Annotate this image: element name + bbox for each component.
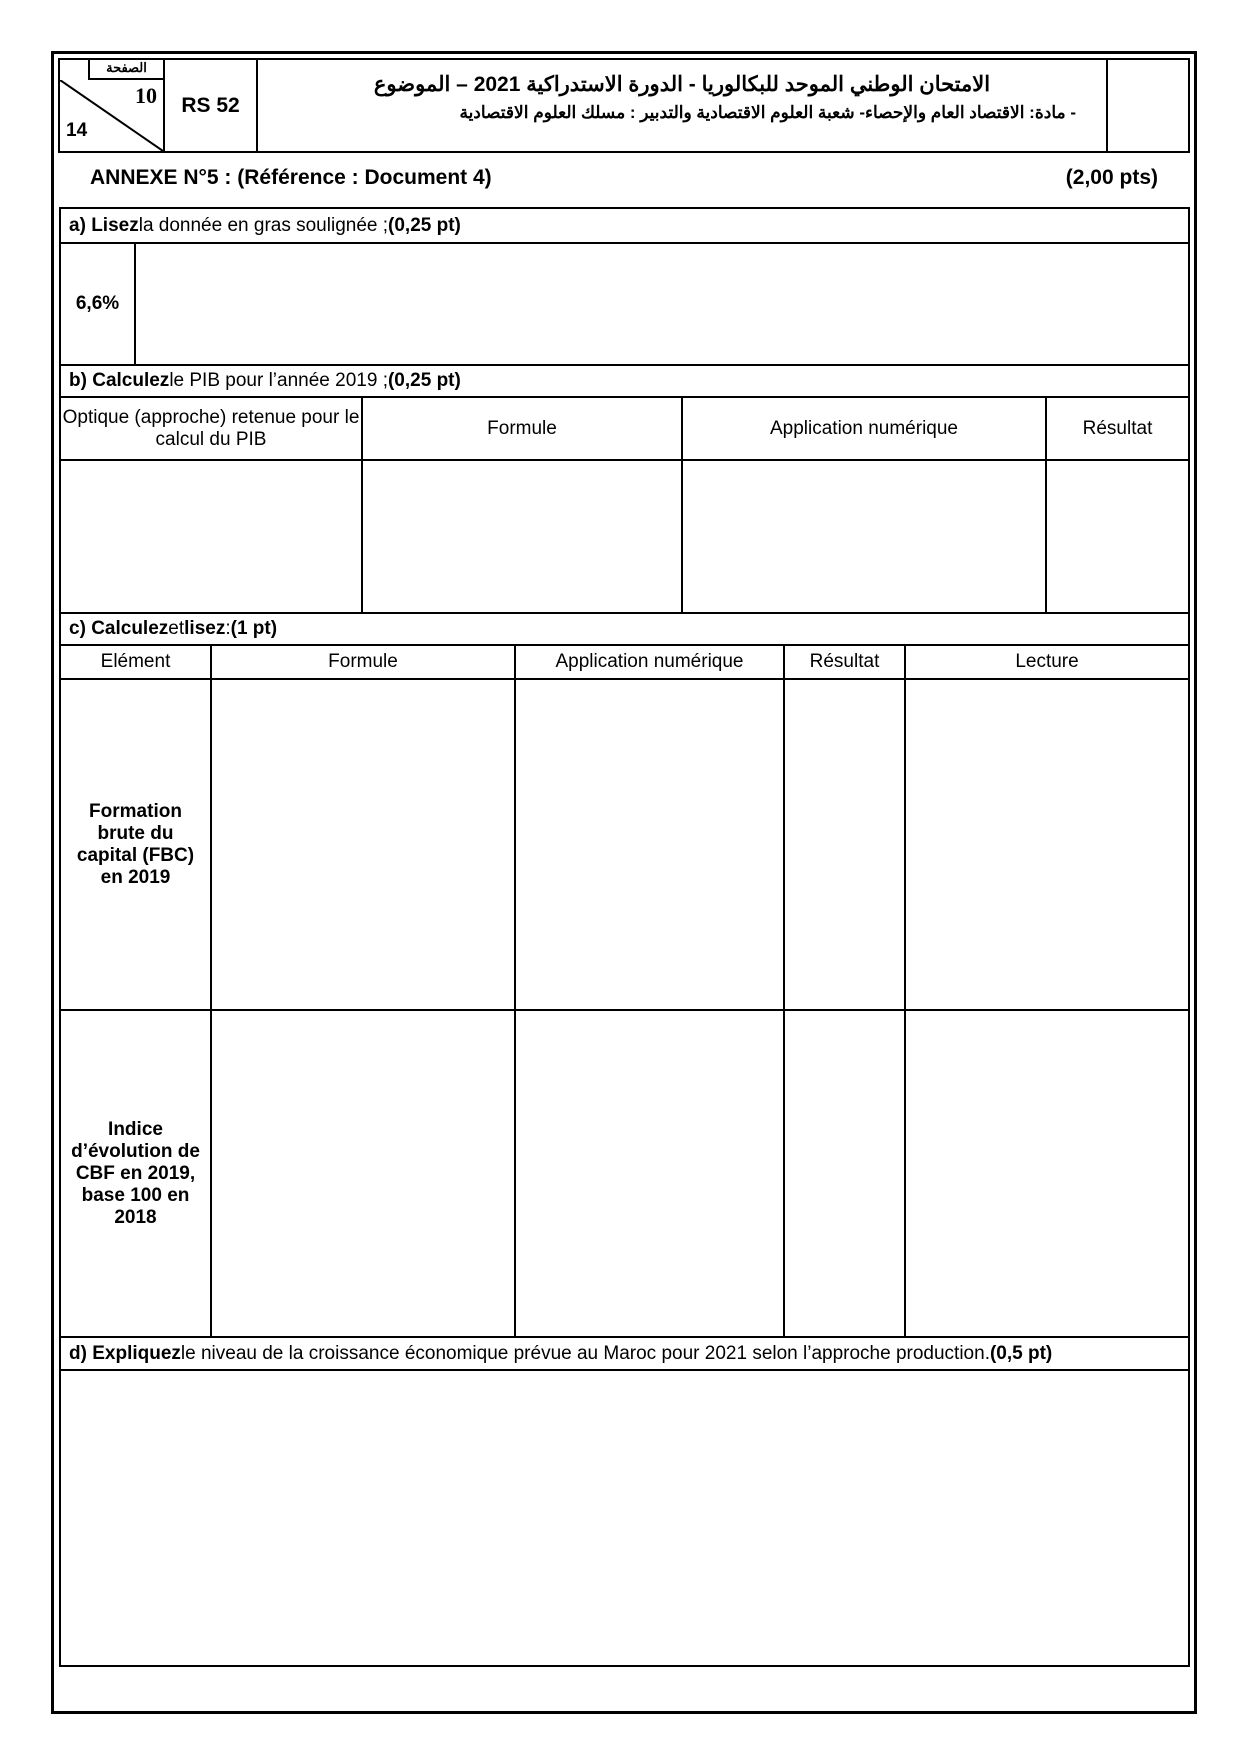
header-lecture: Lecture: [1015, 651, 1079, 672]
header-resultat: Résultat: [785, 646, 906, 678]
title-line-2: - مادة: الاقتصاد العام والإحصاء- شعبة العلوم الاقتصادية والتدبير : مسلك العلوم الاقتصادية: [459, 103, 1076, 122]
page-number: 10: [135, 83, 157, 108]
answer-fbc-resultat[interactable]: [785, 680, 906, 1009]
header-application: Application numérique: [516, 646, 785, 678]
question-a: a) Lisez la donnée en gras soulignée ; (0,25 pt): [69, 214, 461, 236]
question-d: d) Expliquez le niveau de la croissance économique prévue au Maroc pour 2021 selon l’approche production. (0,5 pt): [69, 1342, 1053, 1364]
page-cell: [60, 60, 165, 151]
annexe-title: ANNEXE N°5 : (Référence : Document 4): [90, 166, 492, 189]
answer-d-field[interactable]: [61, 1371, 1188, 1665]
title-line-1: الامتحان الوطني الموحد للبكالوريا - الدورة الاستدراكية 2021 – الموضوع: [373, 73, 991, 96]
subject-code: RS 52: [165, 60, 258, 151]
answer-b-optique[interactable]: [61, 461, 363, 612]
page-label: الصفحة: [88, 60, 163, 80]
question-b: b) Calculez le PIB pour l’année 2019 ; (0,25 pt): [69, 370, 461, 391]
header-optique: Optique (approche) retenue pour le calcul du PIB: [61, 398, 363, 459]
annexe-frame: [59, 207, 1190, 1667]
answer-a-value: 6,6%: [61, 244, 136, 364]
answer-b-formule[interactable]: [363, 461, 683, 612]
table-c: [61, 646, 1188, 1336]
row-fbc-label: Formation brute du capital (FBC) en 2019: [61, 680, 212, 1009]
table-b: [61, 398, 1188, 612]
answer-indice-formule[interactable]: [212, 1011, 516, 1336]
annexe-points: (2,00 pts): [1065, 166, 1158, 189]
answer-indice-resultat[interactable]: [785, 1011, 906, 1336]
header-formule: Formule: [363, 398, 683, 459]
header-application: Application numérique: [683, 398, 1047, 459]
answer-b-resultat[interactable]: [1047, 461, 1188, 612]
header-element: Elément: [61, 646, 212, 678]
answer-a-field[interactable]: [136, 244, 1188, 364]
question-c: c) Calculez et lisez : (1 pt): [69, 618, 278, 639]
answer-fbc-lecture[interactable]: [906, 680, 1188, 1009]
page-total: 14: [66, 120, 88, 141]
answer-indice-lecture[interactable]: [906, 1011, 1188, 1336]
answer-indice-application[interactable]: [516, 1011, 785, 1336]
answer-fbc-formule[interactable]: [212, 680, 516, 1009]
header-box: [58, 58, 1190, 153]
header-resultat: Résultat: [1082, 417, 1153, 439]
answer-fbc-application[interactable]: [516, 680, 785, 1009]
exam-title: [258, 60, 1108, 151]
answer-b-application[interactable]: [683, 461, 1047, 612]
row-indice-label: Indice d’évolution de CBF en 2019, base 100 en 2018: [61, 1011, 212, 1336]
header-formule: Formule: [212, 646, 516, 678]
